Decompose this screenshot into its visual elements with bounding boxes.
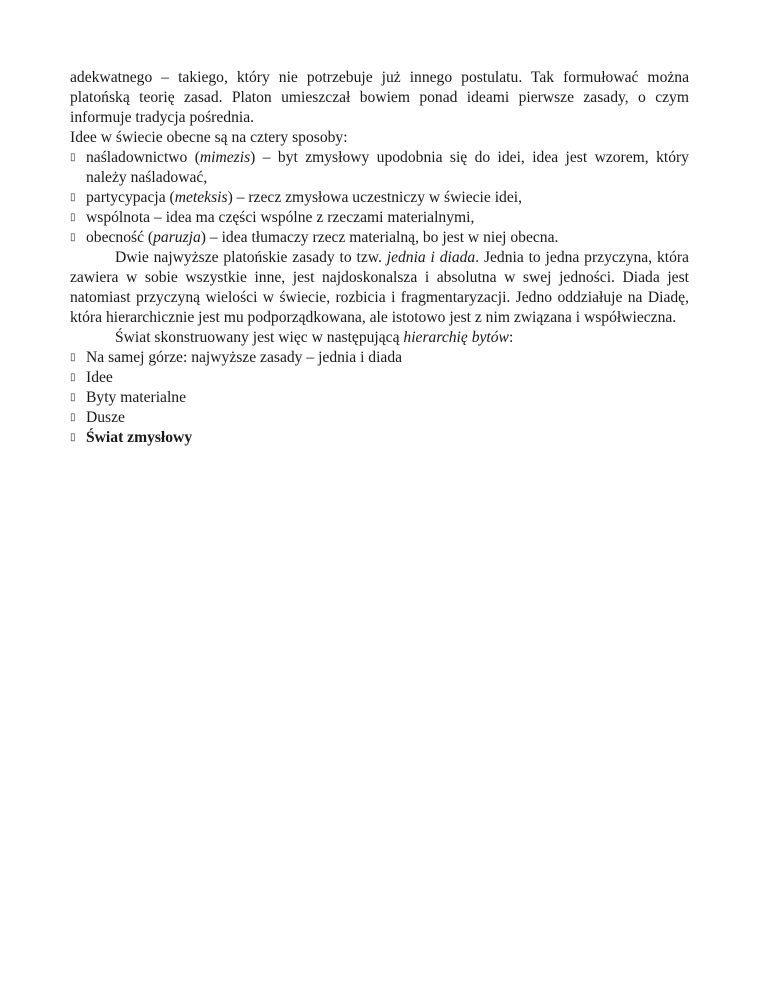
- list-item: ▯ obecność (paruzja) – idea tłumaczy rzecz materialną, bo jest w niej obecna.: [70, 229, 559, 246]
- ways-heading: Idee w świecie obecne są na cztery sposoby:: [70, 129, 348, 146]
- list-item: ▯ naśladownictwo (mimezis) – byt zmysłowy upodobnia się do idei, idea jest wzorem, który należy naśladować,: [70, 149, 689, 186]
- list-item: ▯ wspólnota – idea ma części wspólne z rzeczami materialnymi,: [70, 209, 475, 226]
- principles-paragraph: Dwie najwyższe platońskie zasady to tzw. jednia i diada. Jednia to jedna przyczyna, która zawiera w sobie wszystkie inne, jest najdoskonalsza i absolutna w swej jedności. Diada jest natomiast przyczyną wielości w świecie, rozbicia i fragmentaryzacji. Jedno oddziałuje na Diadę, która hierarchicznie jest mu podporządkowana, ale istotowo jest z nim związana i współwieczna.: [70, 249, 689, 326]
- ways-list: [70, 148, 689, 248]
- hierarchy-list: [70, 348, 689, 448]
- list-item: ▯ Dusze: [70, 409, 125, 426]
- list-item: ▯ Byty materialne: [70, 389, 187, 406]
- list-item: ▯ Świat zmysłowy: [70, 429, 193, 446]
- bullet-icon: ▯: [70, 152, 76, 163]
- list-item: ▯ Na samej górze: najwyższe zasady – jednia i diada: [70, 349, 403, 366]
- bullet-icon: ▯: [70, 412, 76, 423]
- bullet-icon: ▯: [70, 192, 76, 203]
- intro-paragraph: adekwatnego – takiego, który nie potrzebuje już innego postulatu. Tak formułować można platońską teorię zasad. Platon umieszczał bowiem ponad ideami pierwsze zasady, o czym informuje tradycja pośrednia.: [70, 69, 689, 126]
- bullet-icon: ▯: [70, 212, 76, 223]
- bullet-icon: ▯: [70, 372, 76, 383]
- bullet-icon: ▯: [70, 352, 76, 363]
- hierarchy-intro: Świat skonstruowany jest więc w następującą hierarchię bytów:: [115, 329, 514, 346]
- bullet-icon: ▯: [70, 232, 76, 243]
- list-item: ▯ Idee: [70, 369, 113, 386]
- document-page: [70, 68, 689, 448]
- bullet-icon: ▯: [70, 432, 76, 443]
- bullet-icon: ▯: [70, 392, 76, 403]
- list-item: ▯ partycypacja (meteksis) – rzecz zmysłowa uczestniczy w świecie idei,: [70, 189, 522, 206]
